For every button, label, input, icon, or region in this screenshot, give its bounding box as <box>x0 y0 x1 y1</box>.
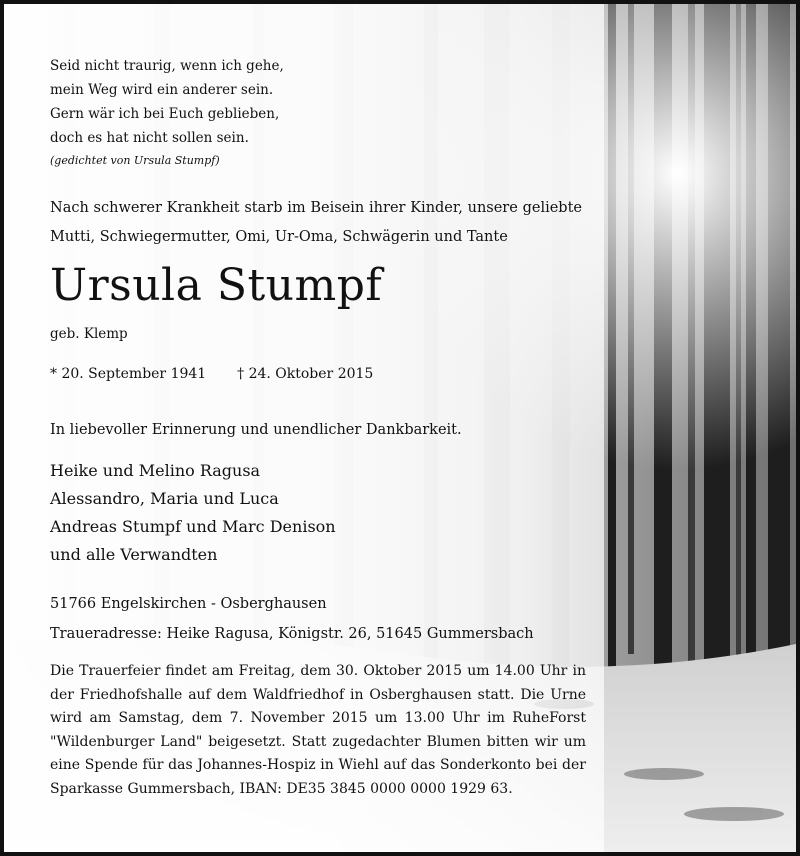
mourners-list <box>50 457 336 569</box>
thanks-text: In liebevoller Erinnerung und unendlicher Dankbarkeit. <box>50 422 462 438</box>
mourner-line: Alessandro, Maria und Luca <box>50 489 279 508</box>
place-line: 51766 Engelskirchen - Osberghausen <box>50 596 327 612</box>
mourning-address: Traueradresse: Heike Ragusa, Königstr. 26, 51645 Gummersbach <box>50 626 534 642</box>
funeral-notice: Die Trauerfeier findet am Freitag, dem 30. Oktober 2015 um 14.00 Uhr in der Friedhofshalle auf dem Waldfriedhof in Osberghausen statt. Die Urne wird am Samstag, dem 7. November 2015 um 13.00 Uhr im RuheForst "Wildenburger Land" beigesetzt. Statt zugedachter Blumen bitten wir um eine Spende für das Johannes-Hospiz in Wiehl auf das Sonderkonto bei der Sparkasse Gummersbach, IBAN: DE35 3845 0000 0000 1929 63. <box>50 663 586 797</box>
poem-line: Gern wär ich bei Euch geblieben, <box>50 106 280 122</box>
mourner-line: und alle Verwandten <box>50 545 218 564</box>
mourner-line: Heike und Melino Ragusa <box>50 461 261 480</box>
poem-line: doch es hat nicht sollen sein. <box>50 130 249 146</box>
birth-date: * 20. September 1941 <box>50 366 207 382</box>
birth-name: geb. Klemp <box>50 326 128 342</box>
obituary-text <box>4 4 604 856</box>
mourner-line: Andreas Stumpf und Marc Denison <box>50 517 336 536</box>
death-date: † 24. Oktober 2015 <box>237 366 374 382</box>
life-dates <box>50 366 373 382</box>
poem-credit: (gedichtet von Ursula Stumpf) <box>50 154 220 167</box>
poem-line: mein Weg wird ein anderer sein. <box>50 82 274 98</box>
poem-line: Seid nicht traurig, wenn ich gehe, <box>50 58 284 74</box>
deceased-name: Ursula Stumpf <box>50 260 383 311</box>
intro-text: Nach schwerer Krankheit starb im Beisein ihrer Kinder, unsere geliebte Mutti, Schwiegermutter, Omi, Ur-Oma, Schwägerin und Tante <box>50 200 582 245</box>
poem <box>50 54 284 150</box>
